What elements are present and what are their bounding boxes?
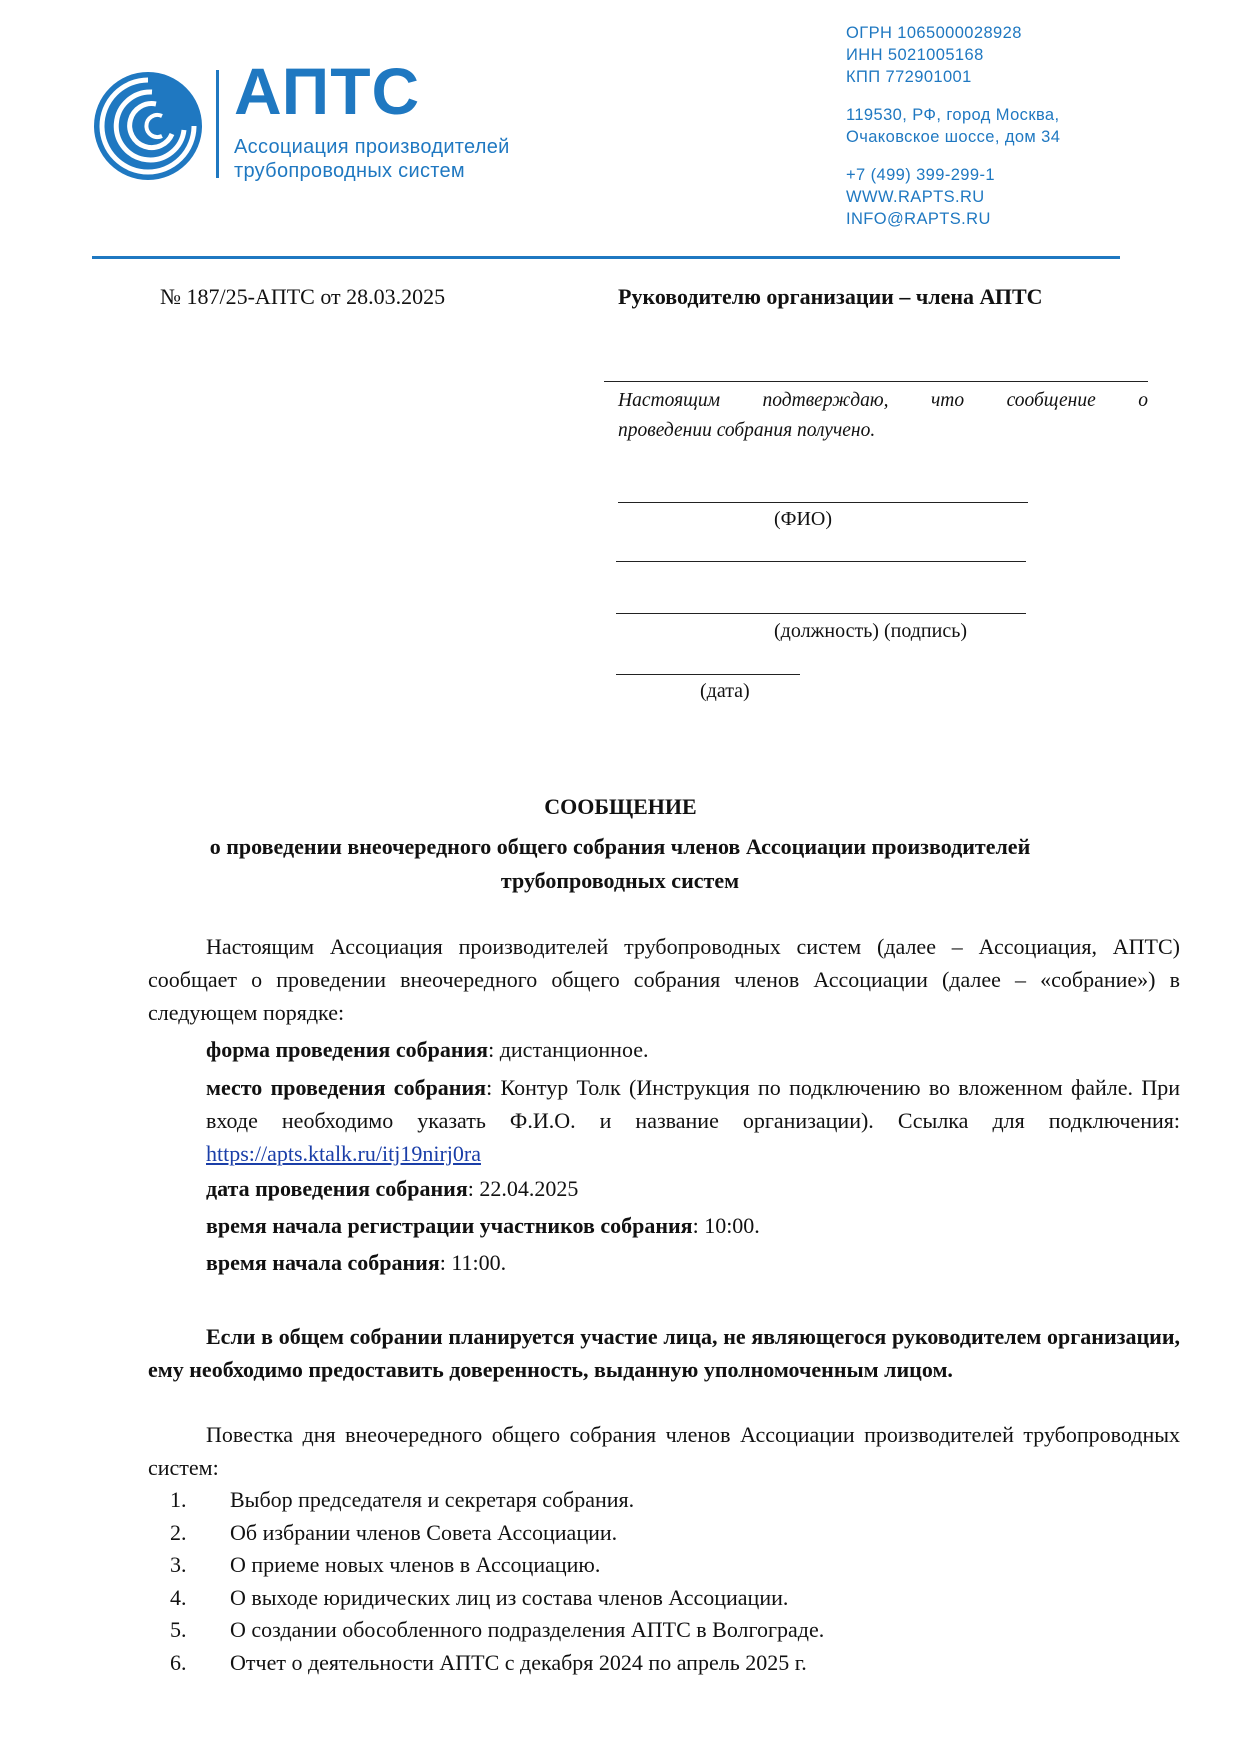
date-caption: (дата)	[700, 680, 750, 702]
phone: +7 (499) 399-299-1	[846, 166, 995, 184]
logo-divider	[216, 70, 219, 178]
registration-label: время начала регистрации участников собрания	[206, 1213, 693, 1238]
contacts-block	[846, 22, 1060, 230]
agenda-item-text: Об избрании членов Совета Ассоциации.	[230, 1519, 618, 1545]
website-link[interactable]: WWW.RAPTS.RU	[846, 188, 985, 206]
agenda-item-number: 3.	[170, 1552, 187, 1577]
confirm-text	[618, 386, 1148, 446]
addressee: Руководителю организации – члена АПТС	[618, 284, 1043, 309]
brand-subtitle-line-2: трубопроводных систем	[234, 160, 465, 182]
address-line-1: 119530, РФ, город Москва,	[846, 106, 1060, 124]
brand-name: АПТС	[234, 54, 421, 128]
date-item	[206, 1172, 1180, 1205]
registration-value: : 10:00.	[692, 1213, 760, 1238]
agenda-item-text: Выбор председателя и секретаря собрания.	[230, 1487, 635, 1512]
email-link[interactable]: INFO@RAPTS.RU	[846, 210, 991, 228]
agenda-item-number: 6.	[170, 1649, 187, 1675]
form-value: : дистанционное.	[488, 1037, 649, 1062]
agenda-intro: Повестка дня внеочередного общего собрания членов Ассоциации производителей трубопроводных систем:	[148, 1422, 1180, 1480]
notice-title: СООБЩЕНИЕ	[544, 794, 697, 819]
date-label: дата проведения собрания	[206, 1176, 468, 1201]
meeting-link[interactable]: https://apts.ktalk.ru/itj19nirj0ra	[206, 1141, 481, 1166]
agenda-item-text: Отчет о деятельности АПТС с декабря 2024 по апрель 2025 г.	[230, 1649, 807, 1675]
fio-line[interactable]	[618, 502, 1028, 503]
brand-subtitle	[234, 135, 510, 183]
intro-paragraph: Настоящим Ассоциация производителей трубопроводных систем (далее – Ассоциация, АПТС) сообщает о проведении внеочередного общего собрания членов Ассоциации (далее – «собрание») в следующем порядке:	[148, 934, 1180, 1025]
agenda-item-text: О создании обособленного подразделения АПТС в Волгограде.	[230, 1617, 825, 1642]
address-line-2: Очаковское шоссе, дом 34	[846, 128, 1061, 146]
form-item	[206, 1033, 1180, 1066]
date-line[interactable]	[616, 674, 800, 675]
start-label: время начала собрания	[206, 1250, 440, 1275]
place-item	[206, 1071, 1180, 1170]
confirm-top-line	[604, 381, 1148, 382]
apts-logo-icon	[92, 70, 204, 182]
document-number: № 187/25-АПТС от 28.03.2025	[160, 284, 446, 309]
notice-subtitle-line-1: о проведении внеочередного общего собрания членов Ассоциации производителей	[209, 834, 1031, 859]
place-value: : Контур Толк (Инструкция по подключению во вложенном файле. При входе необходимо указать Ф.И.О. и название организации). Ссылка для подключения:	[206, 1075, 1180, 1133]
date-value: : 22.04.2025	[467, 1176, 579, 1201]
proxy-note: Если в общем собрании планируется участие лица, не являющегося руководителем организации, ему необходимо предоставить доверенность, выданную уполномоченным лицом.	[148, 1324, 1180, 1382]
kpp: КПП 772901001	[846, 68, 972, 86]
start-value: : 11:00.	[439, 1250, 507, 1275]
position-line[interactable]	[616, 561, 1026, 562]
registration-item	[206, 1209, 1180, 1242]
agenda-item-number: 4.	[170, 1584, 187, 1610]
confirm-text-line-2: проведении собрания получено.	[618, 420, 876, 441]
position-signature-caption: (должность) (подпись)	[774, 620, 967, 642]
inn: ИНН 5021005168	[846, 46, 984, 64]
confirm-text-line-1: Настоящим подтверждаю, что сообщение о	[618, 390, 1148, 411]
fio-caption: (ФИО)	[774, 508, 833, 530]
brand-subtitle-line-1: Ассоциация производителей	[234, 136, 510, 158]
agenda-item-number: 5.	[170, 1617, 187, 1642]
header-rule	[92, 256, 1120, 259]
notice-subtitle-line-2: трубопроводных систем	[500, 868, 740, 893]
ogrn: ОГРН 1065000028928	[846, 24, 1022, 42]
place-label: место проведения собрания	[206, 1075, 487, 1100]
agenda-item-number: 1.	[170, 1487, 187, 1512]
agenda-item-text: О приеме новых членов в Ассоциацию.	[230, 1552, 601, 1577]
start-item	[206, 1246, 1180, 1279]
signature-line[interactable]	[616, 613, 1026, 614]
notice-subtitle	[150, 830, 1090, 898]
agenda-item-text: О выходе юридических лиц из состава членов Ассоциации.	[230, 1584, 789, 1610]
form-label: форма проведения собрания	[206, 1037, 489, 1062]
agenda-item-number: 2.	[170, 1519, 187, 1545]
